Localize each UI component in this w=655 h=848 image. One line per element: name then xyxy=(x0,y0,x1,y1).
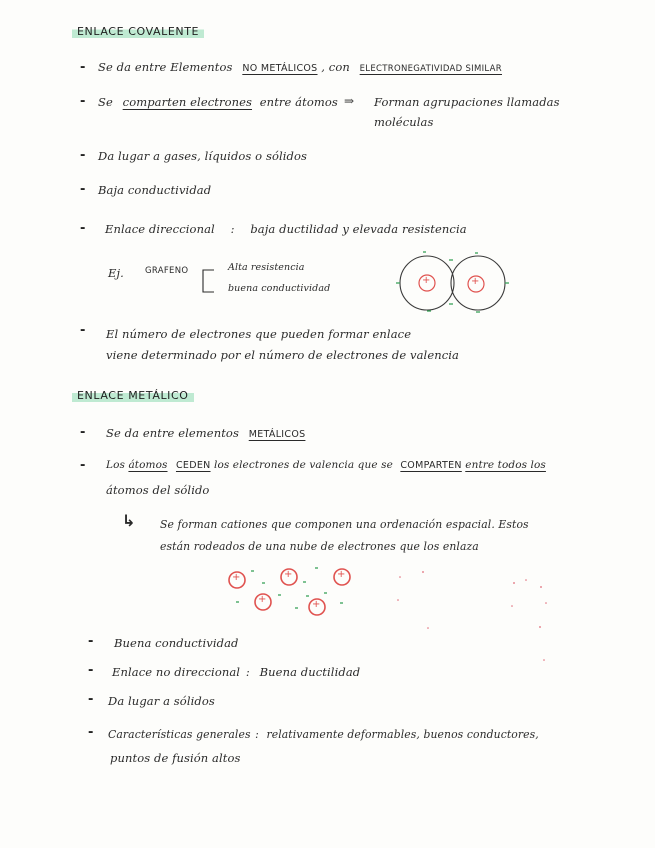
metals-term: METÁLICOS xyxy=(248,429,306,440)
sub-arrow-icon: ↳ xyxy=(122,511,136,530)
metallic-heading: ENLACE METÁLICO xyxy=(72,388,194,403)
share-term: COMPARTEN xyxy=(400,460,462,471)
bullet-dash: - xyxy=(80,221,86,236)
covalent-line-4: Baja conductividad xyxy=(98,183,212,197)
metallic-sub-a: Se forman cationes que componen una ordenación espacial. Estos xyxy=(160,518,529,531)
text: Se da entre Elementos xyxy=(98,60,233,74)
text: Características generales xyxy=(108,728,251,741)
ion-charge: + xyxy=(258,594,267,605)
text: : xyxy=(255,728,259,741)
bullet-dash: - xyxy=(80,323,86,338)
text: Se da entre elementos xyxy=(106,426,239,440)
text: Buena ductilidad xyxy=(259,665,361,679)
bullet-dash: - xyxy=(80,60,86,75)
text: Los xyxy=(106,459,125,471)
metallic-line-3: Buena conductividad xyxy=(114,636,239,650)
text: Se xyxy=(98,95,113,109)
covalent-line-2-result: Forman agrupaciones llamadas xyxy=(374,95,560,109)
ion-charge: + xyxy=(337,569,346,580)
nonmetals-term: NO METÁLICOS xyxy=(242,63,318,74)
text: : xyxy=(245,665,250,679)
text: entre átomos xyxy=(259,95,338,109)
example-item-2: buena conductividad xyxy=(228,283,331,294)
ion-charge: + xyxy=(232,572,241,583)
cede-term: CEDEN xyxy=(175,460,211,471)
ion-charge: + xyxy=(284,569,293,580)
bullet-dash: - xyxy=(80,458,86,473)
metallic-line-6 xyxy=(108,728,539,741)
paper-specks xyxy=(397,571,547,661)
text: Enlace direccional xyxy=(105,222,215,236)
arrow-icon: ⇒ xyxy=(344,94,355,108)
electronegativity-term: ELECTRONEGATIVIDAD SIMILAR xyxy=(359,64,502,74)
text: Enlace no direccional xyxy=(112,665,241,679)
example-name: GRAFENO xyxy=(145,266,189,276)
bullet-dash: - xyxy=(80,94,86,109)
metallic-line-6-cont: puntos de fusión altos xyxy=(110,751,241,765)
text: relativamente deformables, buenos conductores, xyxy=(266,728,539,741)
bullet-dash: - xyxy=(80,148,86,163)
text: : xyxy=(230,222,235,236)
covalent-line-2-result-cont: moléculas xyxy=(374,115,434,129)
bullet-dash: - xyxy=(80,425,86,440)
text: baja ductilidad y elevada resistencia xyxy=(250,222,467,236)
bullet-dash: - xyxy=(88,692,94,707)
covalent-heading: ENLACE COVALENTE xyxy=(72,24,204,39)
shared-electrons-term: comparten electrones xyxy=(122,95,253,109)
text: , con xyxy=(321,60,350,74)
text: entre todos los xyxy=(465,459,546,471)
bullet-dash: - xyxy=(88,634,94,649)
covalent-line-6b: viene determinado por el número de electrones de valencia xyxy=(106,348,460,362)
example-label: Ej. xyxy=(108,266,124,280)
metallic-line-2-cont: átomos del sólido xyxy=(106,483,210,497)
charge-left: + xyxy=(422,275,431,286)
bullet-dash: - xyxy=(80,182,86,197)
metallic-line-5: Da lugar a sólidos xyxy=(108,694,215,708)
metallic-line-4 xyxy=(112,665,360,679)
metallic-sub-b: están rodeados de una nube de electrones que los enlaza xyxy=(160,540,479,553)
ion-charge: + xyxy=(312,599,321,610)
charge-right: + xyxy=(471,276,480,287)
example-item-1: Alta resistencia xyxy=(228,262,305,273)
covalent-line-6a: El número de electrones que pueden formar enlace xyxy=(106,327,412,341)
bullet-dash: - xyxy=(88,663,94,678)
text: los electrones de valencia que se xyxy=(213,459,393,471)
bullet-dash: - xyxy=(88,725,94,740)
atoms-term: átomos xyxy=(128,459,168,471)
covalent-line-3: Da lugar a gases, líquidos o sólidos xyxy=(98,149,308,163)
